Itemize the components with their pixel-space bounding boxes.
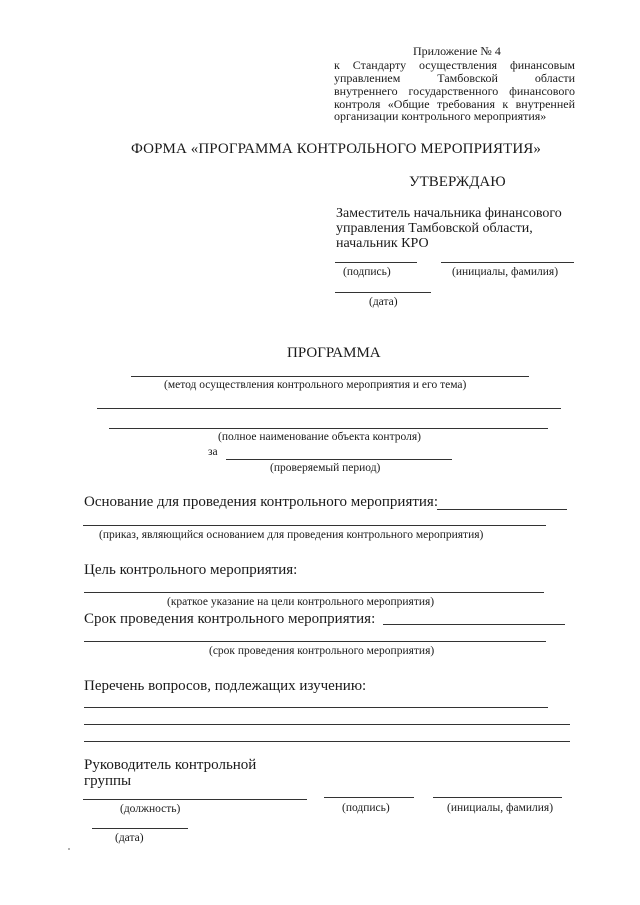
basis-caption: (приказ, являющийся основанием для проведения контрольного мероприятия)	[99, 529, 484, 541]
goal-label: Цель контрольного мероприятия:	[84, 562, 298, 578]
approval-date-line	[335, 292, 431, 293]
object-caption: (полное наименование объекта контроля)	[218, 431, 421, 443]
term-caption: (срок проведения контрольного мероприятия)	[209, 645, 435, 657]
questions-line-3	[84, 741, 570, 742]
questions-line-1	[84, 707, 548, 708]
goal-line	[84, 592, 544, 593]
period-caption: (проверяемый период)	[270, 462, 381, 474]
method-caption: (метод осуществления контрольного мероприятия и его тема)	[164, 379, 467, 391]
approval-name-caption: (инициалы, фамилия)	[452, 266, 559, 278]
approval-position-line: управления Тамбовской области,	[336, 221, 533, 236]
appendix-number: Приложение № 4	[413, 44, 501, 58]
leader-date-line	[92, 828, 188, 829]
appendix-line: к Стандарту осуществления финансовым	[334, 58, 575, 72]
object-line-2	[109, 428, 548, 429]
basis-line-2	[83, 525, 546, 526]
approval-signature-line	[335, 262, 417, 263]
appendix-line: управлением Тамбовской области	[334, 71, 575, 85]
approval-position-line: начальник КРО	[336, 236, 429, 251]
leader-position-caption: (должность)	[120, 803, 181, 815]
object-line-1	[97, 408, 561, 409]
term-line-2	[84, 641, 546, 642]
leader-name-line	[433, 797, 562, 798]
approval-position-line: Заместитель начальника финансового	[336, 206, 562, 221]
term-label: Срок проведения контрольного мероприятия:	[84, 611, 376, 627]
leader-date-caption: (дата)	[115, 832, 144, 844]
program-heading: ПРОГРАММА	[287, 345, 381, 361]
leader-position-line	[83, 799, 307, 800]
approval-heading: УТВЕРЖДАЮ	[409, 174, 506, 190]
questions-line-2	[84, 724, 570, 725]
basis-line-1	[437, 509, 567, 510]
scan-speck	[68, 848, 70, 850]
leader-label-line: группы	[84, 773, 132, 789]
goal-caption: (краткое указание на цели контрольного мероприятия)	[167, 596, 435, 608]
leader-signature-line	[324, 797, 414, 798]
leader-signature-caption: (подпись)	[342, 802, 390, 814]
leader-name-caption: (инициалы, фамилия)	[447, 802, 554, 814]
questions-label: Перечень вопросов, подлежащих изучению:	[84, 678, 367, 694]
basis-label: Основание для проведения контрольного мероприятия:	[84, 494, 438, 510]
appendix-line: внутреннего государственного финансового	[334, 84, 575, 98]
term-line-1	[383, 624, 565, 625]
method-line	[131, 376, 529, 377]
form-title: ФОРМА «ПРОГРАММА КОНТРОЛЬНОГО МЕРОПРИЯТИЯ»	[131, 141, 541, 157]
approval-date-caption: (дата)	[369, 296, 398, 308]
period-line	[226, 459, 452, 460]
leader-label-line: Руководитель контрольной	[84, 757, 257, 773]
approval-signature-caption: (подпись)	[343, 266, 391, 278]
approval-name-line	[441, 262, 574, 263]
appendix-line: организации контрольного мероприятия»	[334, 109, 547, 123]
appendix-line: контроля «Общие требования к внутренней	[334, 97, 575, 111]
period-prefix: за	[208, 446, 218, 458]
